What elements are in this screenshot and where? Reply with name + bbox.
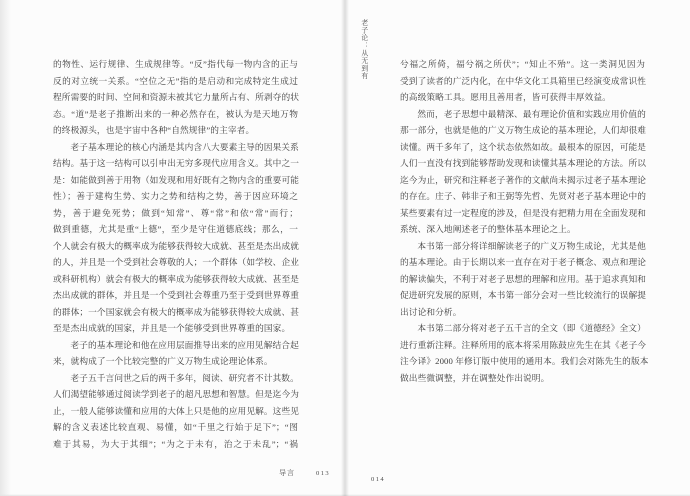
left-page-footer [279, 468, 330, 478]
text-line: 难于其易，为大于其细”；“为之于未有，治之于未乱”；“祸 [53, 438, 298, 449]
text-line: 人们一直没有找到能够帮助发现和读懂其基本理论的方法。所以 [400, 158, 647, 169]
text-line: 杰出成就的群体，并且是一个受到社会尊重乃至于受到世界尊重 [53, 290, 300, 301]
text-line: 程所需要的时间、空间和资源未被其它力量所占有、所剥夺的状 [53, 92, 300, 103]
text-line: 性）；善于建构生势、实力之势和结构之势，善于因应环境之 [53, 191, 298, 202]
text-line: 然而，老子思想中最精深、最有理论价值和实践应用价值的 [417, 108, 646, 119]
text-line: 人们渴望能够通过阅读学到老子的超凡思想和智慧。但是迄今为 [53, 389, 300, 400]
right-page-number: 014 [371, 476, 386, 483]
text-line: 做到重德，尤其是重“上德”，至少是守住道德底线；那么，一 [53, 224, 298, 235]
right-page-text [400, 56, 649, 386]
text-line: 那一部分，也就是他的广义万物生成论的基本理论，人们却很难 [400, 125, 647, 136]
text-line: 进行重新注释。注释所用的底本将采用陈鼓应先生在其《老子今 [400, 339, 647, 350]
text-line: 是：如能做到善于用物（如发现和用好既有之物内含的重要可能 [53, 174, 300, 185]
left-page-text [53, 56, 298, 452]
text-line: 的基本理论。由于长期以来一直存在对于老子概念、观点和理论 [400, 257, 647, 268]
text-line: 做出些微调整，并在调整处作出说明。 [400, 372, 550, 383]
right-page [345, 0, 690, 496]
text-line: 或科研机构）就会有极大的概率成为能够获得较大成就、甚至是 [53, 273, 300, 284]
text-line: 的解读偏失，不利于对老子思想的理解和应用。基于追求真知和 [400, 273, 647, 284]
text-line: 解的含义表述比较直观、易懂，如“千里之行始于足下”；“图 [53, 422, 298, 433]
running-title-vertical: 老子论：从无到有 [359, 19, 367, 80]
text-line: 的人，并且是一个受到社会尊敬的人；一个群体（如学校、企业 [53, 257, 300, 268]
text-line: 态。“道”是老子推断出来的一种必然存在，被认为是天地万物 [53, 108, 298, 119]
text-line: 读懂。两千多年了，这个状态依然如故。最根本的原因，可能是 [400, 141, 647, 152]
text-line: 的高级策略工具。愿用且善用者，皆可获得丰厚效益。 [400, 92, 611, 103]
footer-section-label: 导言 [279, 469, 295, 477]
text-line: 促进研究发展的原则，本书第一部分会对一些比较流行的误解提 [400, 290, 647, 301]
text-line: 的物性、运行规律、生成规律等。“反”指代每一物内含的正与 [53, 59, 298, 69]
text-line: 本书第一部分将详细解读老子的广义万物生成论，尤其是他 [417, 240, 646, 251]
text-line: 结构。基于这一结构可以引申出无穷多现代应用含义。其中之一 [53, 158, 300, 169]
text-line: 的群体；一个国家就会有极大的概率成为能够获得较大成就、甚 [53, 306, 300, 317]
text-line: 注今译》2000 年修订版中使用的通用本。我们会对陈先生的版本 [400, 356, 649, 367]
right-page-footer [371, 468, 385, 486]
text-line: 反的对立统一关系。“空位之无”指的是启动和完成特定生成过 [53, 75, 298, 86]
text-line: 的终极源头，也是宇宙中各种“自然规律”的主宰者。 [53, 125, 255, 136]
left-page-number: 013 [316, 470, 331, 477]
text-line: 兮福之所倚，福兮祸之所伏”；“知止不殆”。这一类洞见因为 [400, 59, 645, 69]
text-line: 个人就会有极大的概率成为能够获得较大成就、甚至是杰出成就 [53, 240, 300, 251]
text-line: 止，一般人能够读懂和应用的大体上只是他的应用见解。这些见 [53, 405, 300, 416]
text-line: 迄今为止，研究和注释老子著作的文献尚未揭示过老子基本理论 [400, 174, 647, 185]
text-line: 系统、深入地阐述老子的整体基本理论之上。 [400, 224, 576, 235]
text-line: 势，善于避免死势；做到“知常”、尊“常”和依“常”而行； [53, 207, 298, 218]
text-line: 的存在。庄子、韩非子和王弼等先哲、先贤对老子基本理论中的 [400, 191, 647, 202]
text-line: 本书第二部分将对老子五千言的全文（即《道德经》全文） [417, 323, 646, 334]
text-line: 出讨论和分析。 [400, 306, 462, 317]
text-line: 至是杰出成就的国家，并且是一个能够受到世界尊重的国家。 [53, 323, 291, 334]
text-line: 老子的基本理论和他在应用层面推导出来的应用见解结合起 [70, 339, 299, 350]
text-line: 某些要素有过一定程度的涉及，但是没有把精力用在全面发现和 [400, 207, 647, 218]
text-line: 受到了读者的广泛内化，在中华文化工具箱里已经演变成常识性 [400, 75, 647, 86]
text-line: 老子基本理论的核心内涵是其内含八大要素主导的因果关系 [70, 141, 299, 152]
text-line: 老子五千言问世之后的两千多年，阅读、研究者不计其数。 [70, 372, 299, 383]
text-line: 来，就构成了一个比较完整的广义万物生成论理论体系。 [53, 356, 273, 367]
